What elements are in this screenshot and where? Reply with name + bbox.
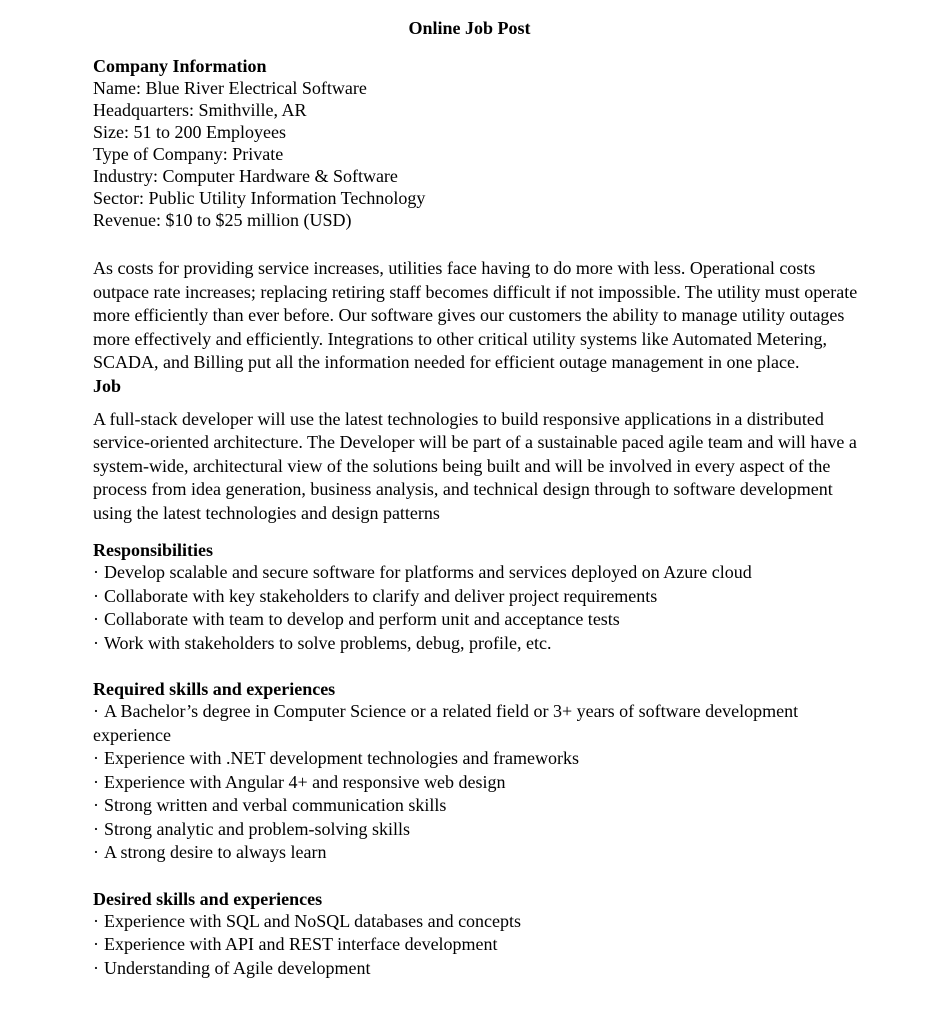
bullet-icon: · xyxy=(93,910,99,931)
company-information-heading: Company Information xyxy=(93,56,267,76)
company-type: Type of Company: Private xyxy=(93,144,284,164)
bullet-icon: · xyxy=(93,842,99,862)
company-name: Name: Blue River Electrical Software xyxy=(93,78,367,98)
required-skills-heading: Required skills and experiences xyxy=(93,679,336,699)
company-information-section xyxy=(93,55,873,231)
list-item: · Collaborate with team to develop and perform unit and acceptance tests xyxy=(93,608,873,632)
list-item: · Develop scalable and secure software for platforms and services deployed on Azure cloud xyxy=(93,561,873,585)
list-item: · Strong analytic and problem-solving skills xyxy=(93,818,873,842)
list-item: · Work with stakeholders to solve problems, debug, profile, etc. xyxy=(93,632,873,656)
bullet-icon: · xyxy=(93,585,99,606)
company-headquarters: Headquarters: Smithville, AR xyxy=(93,100,307,120)
company-description: As costs for providing service increases, utilities face having to do more with less. Operational costs outpace rate increases; replacing retiring staff becomes difficult if not impossible. The utility must operate more efficiently than ever before. Our software gives our customers the ability to manage utility outages more effectively and efficiently. Integrations to other critical utility systems like Automated Metering, SCADA, and Billing put all the information needed for efficient outage management in one place. xyxy=(93,258,858,372)
bullet-icon: · xyxy=(93,748,99,768)
bullet-icon: · xyxy=(93,609,99,629)
list-item: · Strong written and verbal communication skills xyxy=(93,794,873,818)
list-item: · Experience with Angular 4+ and responsive web design xyxy=(93,771,873,795)
required-skills-section xyxy=(93,678,873,865)
company-sector: Sector: Public Utility Information Technology xyxy=(93,188,426,208)
bullet-icon: · xyxy=(93,771,99,792)
responsibilities-heading: Responsibilities xyxy=(93,540,214,560)
job-post xyxy=(93,17,873,980)
company-size: Size: 51 to 200 Employees xyxy=(93,122,286,142)
bullet-icon: · xyxy=(93,818,99,839)
required-skills-list xyxy=(93,700,873,865)
bullet-icon: · xyxy=(93,795,99,815)
list-item: · Collaborate with key stakeholders to clarify and deliver project requirements xyxy=(93,585,873,609)
bullet-icon: · xyxy=(93,934,99,954)
responsibilities-list xyxy=(93,561,873,655)
bullet-icon: · xyxy=(93,632,99,653)
list-item: · A strong desire to always learn xyxy=(93,841,873,865)
company-industry: Industry: Computer Hardware & Software xyxy=(93,166,398,186)
company-revenue: Revenue: $10 to $25 million (USD) xyxy=(93,210,352,230)
job-heading: Job xyxy=(93,375,122,396)
desired-skills-list xyxy=(93,910,873,981)
list-item: · Experience with SQL and NoSQL databases and concepts xyxy=(93,910,873,934)
desired-skills-section xyxy=(93,888,873,981)
page-title: Online Job Post xyxy=(408,18,531,38)
list-item: · Experience with API and REST interface development xyxy=(93,933,873,957)
job-description: A full-stack developer will use the latest technologies to build responsive applications in a distributed service-oriented architecture. The Developer will be part of a sustainable paced agile team and will have a system-wide, architectural view of the solutions being built and will be involved in every aspect of the process from idea generation, business analysis, and technical design through to software development using the latest technologies and design patterns xyxy=(93,408,857,523)
job-section xyxy=(93,375,873,526)
bullet-icon: · xyxy=(93,701,99,721)
list-item: · Experience with .NET development technologies and frameworks xyxy=(93,747,873,771)
bullet-icon: · xyxy=(93,957,99,978)
responsibilities-section xyxy=(93,539,873,655)
list-item: · Understanding of Agile development xyxy=(93,957,873,981)
list-item: · A Bachelor’s degree in Computer Science or a related field or 3+ years of software development experience xyxy=(93,701,799,745)
bullet-icon: · xyxy=(93,562,99,582)
desired-skills-heading: Desired skills and experiences xyxy=(93,888,323,909)
